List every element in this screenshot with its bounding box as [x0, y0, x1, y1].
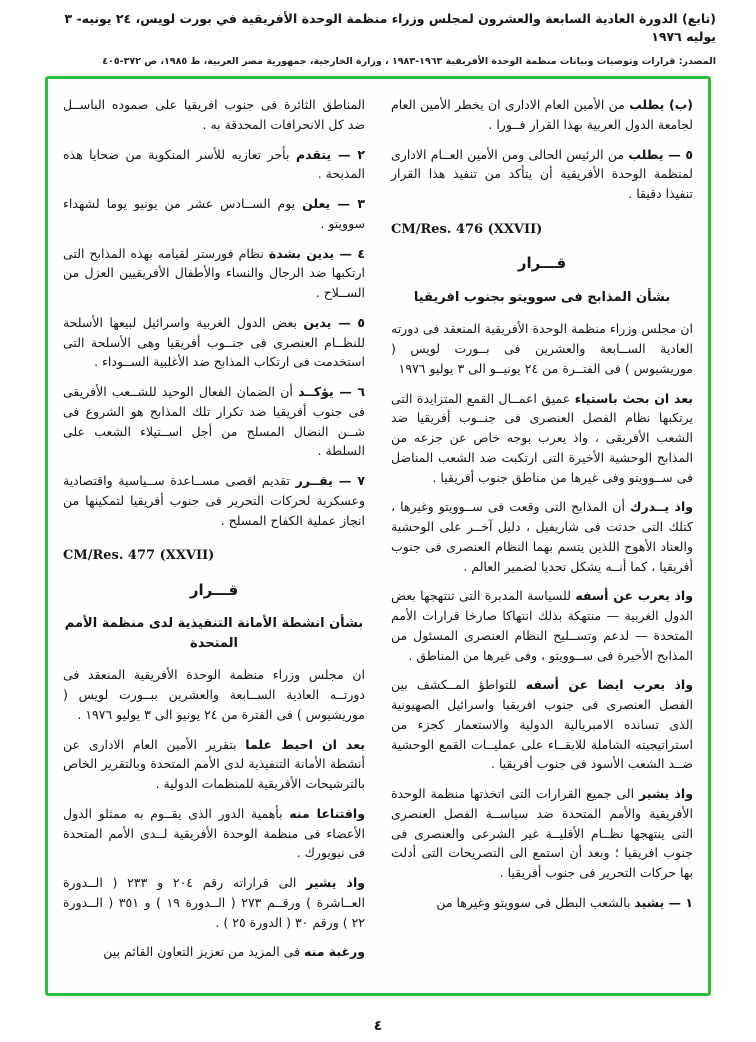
paragraph-text: للتواطؤ المــكشف بين الفصل العنصرى فى جنوب افريقيا واسرائيل الصهيونية الذى تسانده الامبريالية الدولية والاستعمار كجزء من استراتيجيته الشاملة للابقــاء على عمليــات القمع الوحشية ضــد الشعب الأسود فى جنوب أفريقيا .: [391, 677, 693, 772]
paragraph: [391, 95, 693, 135]
paragraph-text: يوم الســادس عشر من يونيو يوما لشهداء سوويتو .: [63, 196, 365, 231]
page-header: [40, 10, 716, 67]
paragraph-lead: ٤ — يدين بشدة: [268, 245, 365, 261]
paragraph: [391, 145, 693, 204]
paragraph: [391, 319, 693, 378]
paragraph-text: عميق اعمــال القمع المتزايدة التى يرتكبها نظام الفصل العنصرى فى جنــوب أفريقيا ضد الشعب الأفريقى ، واذ يعرب بوجه خاص عن جزعه من المذابح الوحشية الأخيرة التى ارتكبت ضد الشعب المناضل فى ســوويتو وفى غيرها من مناطق جنوب أفريقيا .: [391, 390, 693, 485]
paragraph: [391, 586, 693, 665]
paragraph-text: بالشعب البطل فى سوويتو وغيرها من: [436, 894, 635, 910]
paragraph-text: الى قراراته رقم ٢٠٤ و ٢٣٣ ( الــدورة العــاشرة ) ورقــم ٢٧٣ ( الــدورة ١٩ ) و ٣٥١ ( الــدورة ٢٢ ) ورقم ٣٠ ( الدورة ٢٥ ) .: [63, 875, 365, 930]
paragraph-text: تقديم اقصى مســاعدة ســياسية واقتصادية وعسكرية لحركات التحرير فى جنوب أفريقيا لتمكينها من انجاز عملية الكفاح المسلح .: [63, 473, 365, 528]
paragraph: [63, 313, 365, 372]
resolution-number: CM/Res. 476 (XXVII): [391, 221, 543, 237]
resolution-subheading: بشأن انشطة الأمانة التنفيذية لدى منظمة الأمم المتحدة: [64, 616, 364, 651]
paragraph-lead: بعد ان احيط علما: [245, 736, 365, 752]
paragraph-lead: بعد ان بحث باستياء: [574, 390, 693, 406]
paragraph-text: فى المزيد من تعزيز التعاون القائم بين: [103, 944, 305, 960]
paragraph-lead: واذ يشير: [638, 786, 693, 802]
paragraph-lead: واذ يشير: [306, 875, 365, 891]
paragraph-lead: ٦ — يؤكــد: [298, 384, 365, 399]
paragraph-lead: واذ يعرب عن أسفه: [575, 588, 693, 604]
paragraph-text: أن الضمان الفعال الوحيد للشــعب الأفريقى فى جنوب أفريقيا ضد تكرار تلك المذابح هو الشروع فى شــن النضال المسلح من أجل اســتيلاء الشعب على السلطة .: [63, 384, 365, 459]
paragraph-text: المناطق الثائرة فى جنوب افريقيا على صموده الباســل ضد كل الانحرافات المحدقة به .: [63, 97, 365, 132]
paragraph-lead: ٢ — يتقدم: [295, 146, 365, 162]
paragraph-text: ان مجلس وزراء منظمة الوحدة الأفريقية المنعقد فى دورته العادية الســابعة والعشرين فى بــورت لويس ( موريشيوس ) فى الفتــرة من ٢٤ يونيــو الى ٣ يوليو ١٩٧٦: [391, 321, 693, 376]
paragraph-lead: ٣ — يعلن: [302, 196, 365, 211]
paragraph: [63, 145, 365, 185]
paragraph-text: بأحر تعازيه للأسر المنكوبة من ضحايا هذه المذبحة .: [63, 146, 365, 182]
paragraph: [63, 471, 365, 530]
paragraph-lead: ٥ — يطلب: [628, 146, 693, 162]
resolution-heading: قـــرار: [189, 580, 239, 599]
page-number: ٤: [373, 1018, 383, 1034]
paragraph: [391, 497, 693, 576]
paragraph-lead: ٥ — يدين: [303, 314, 365, 330]
paragraph-text: بتقرير الأمين العام الادارى عن أنشطة الأمانة التنفيذية لدى الأمم المتحدة وبالتقرير الخاص بالترشيحات الأفريقية للمنظمات الدولية .: [63, 736, 365, 792]
paragraph: [63, 735, 365, 794]
paragraph-text: أن المذابح التى وقعت فى ســوويتو وغيرها ، كتلك التى حدثت فى شاريفيل ، دليل آخــر على الوحشية والعناد الأهوج اللذين يتسم بهما النظام العنصرى فى جنوب أفريقيا ، كما أنــه يشكل تحديا لضمير العالم .: [391, 499, 693, 574]
paragraph: [391, 893, 693, 913]
paragraph-lead: واذ يعرب ايضا عن أسفه: [525, 677, 693, 693]
paragraph-text: بعض الدول الغربية واسرائيل لبيعها الأسلحة للنظــام العنصرى فى جنــوب أفريقيا وهى الأسلحة التى استخدمت فى ارتكاب المذابح ضد الأغلبية الســوداء .: [63, 314, 365, 370]
paragraph: [63, 942, 365, 962]
paragraph-text: ان مجلس وزراء منظمة الوحدة الأفريقية المنعقد فى دورتــه العادية الســابعة والعشرين ببــورت لويس ( موريشيوس ) فى الفترة من ٢٤ يونيو الى ٣ يوليو ١٩٧٦ .: [63, 667, 365, 722]
paragraph-text: من الرئيس الحالى ومن الأمين العــام الادارى لمنظمة الوحدة الأفريقية أن يتأكد من تنفيذ هذا القرار تنفيذا دقيقا .: [391, 146, 693, 201]
resolution-number: CM/Res. 477 (XXVII): [63, 548, 215, 564]
paragraph-text: الى جميع القرارات التى اتخذتها منظمة الوحدة الأفريقية والأمم المتحدة ضد سياســة الفصل العنصرى التى ينتهجها نظــام الأقليــة غير الشرعى والعنصرى فى جنوب افريقيا ؛ وبعد أن استمع الى التصريحات التى أدلت بها حركات التحرير فى جنوب أفريقيا .: [391, 786, 693, 881]
paragraph-lead: ١ — يشيد: [634, 894, 693, 910]
paragraph-lead: واقتناعا منه: [289, 805, 365, 821]
paragraph: [63, 665, 365, 724]
paragraph-text: نظام فورستر لقيامه بهذه المذابح التى ارتكبها ضد الرجال والنساء والأطفال الأفريقيين العزل من الســلاح .: [63, 245, 365, 300]
resolution-heading: قـــرار: [517, 254, 567, 273]
paragraph: [391, 389, 693, 488]
paragraph: [63, 382, 365, 461]
paragraph: [63, 244, 365, 303]
paragraph-text: من الأمين العام الادارى ان يخطر الأمين العام لجامعة الدول العربية بهذا القرار فــورا .: [391, 97, 693, 132]
paragraph: [63, 873, 365, 932]
right-column: [391, 95, 693, 983]
paragraph-lead: واذ يــدرك: [630, 499, 694, 515]
paragraph-lead: ٧ — يقــرر: [295, 473, 365, 488]
paragraph-lead: ورغبة منه: [304, 944, 365, 960]
paragraph: [63, 804, 365, 863]
paragraph: [63, 194, 365, 234]
paragraph: [63, 95, 365, 135]
session-title: (تابع) الدورة العادية السابعة والعشرون لمجلس وزراء منظمة الوحدة الأفريقية في بورت لويس، ٢٤ يونيه- ٣ يوليه ١٩٧٦: [64, 11, 716, 44]
paragraph-text: للسياسة المدبرة التى تنتهجها بعض الدول الغربية — منتهكة بذلك انتهاكا صارخا قرارات الأمم المتحدة — لدعم وتســليح النظام العنصرى المسئول من المذابح الأخيرة فى ســوويتو ، وفى غيرها من المناطق .: [391, 588, 693, 663]
document-frame: [45, 76, 711, 996]
left-column: [63, 95, 365, 983]
paragraph: [391, 675, 693, 774]
scanned-document-page: [0, 10, 756, 1042]
paragraph: [391, 784, 693, 883]
paragraph-lead: (ب) يطلب: [629, 97, 694, 112]
source-citation: المصدر: قرارات وتوصيات وبيانات منظمة الوحدة الأفريقية ١٩٦٣-١٩٨٣ ، وزارة الخارجية، جمهورية مصر العربية، ط ١٩٨٥، ص ٣٧٢-٤٠٥: [102, 56, 716, 67]
paragraph-text: بأهمية الدور الذى يقــوم به ممثلو الدول الأعضاء فى منظمة الوحدة الأفريقية لــدى الأمم المتحدة فى نيويورك .: [63, 805, 365, 861]
resolution-subheading: بشأن المذابح فى سوويتو بجنوب افريقيا: [413, 289, 671, 305]
